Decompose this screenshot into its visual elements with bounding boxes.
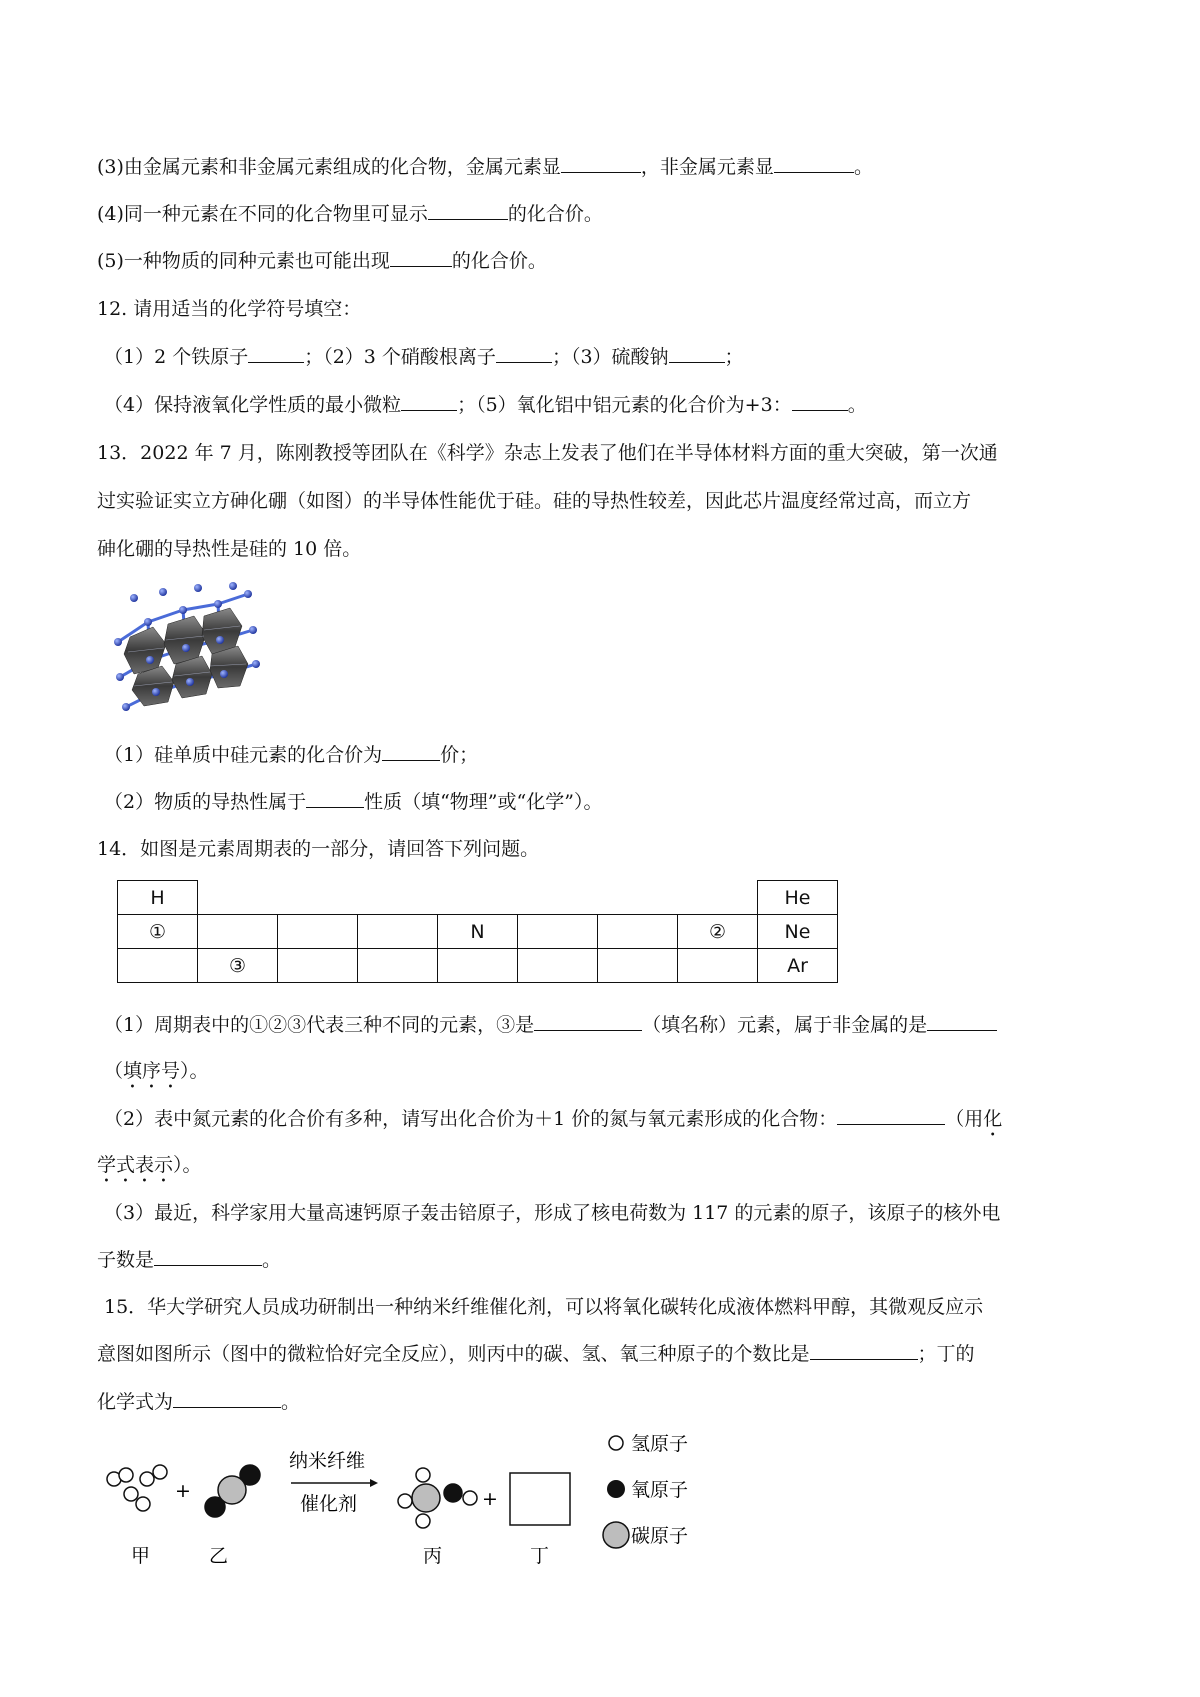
answer-blank[interactable] xyxy=(561,154,641,173)
answer-blank[interactable] xyxy=(496,344,552,363)
q11-line-5: (5)一种物质的同种元素也可能出现 的化合价。 xyxy=(97,250,547,272)
answer-blank[interactable] xyxy=(792,392,848,411)
q15-para-1: 15．华大学研究人员成功研制出一种纳米纤维催化剂，可以将氧化碳转化成液体燃料甲醇，其微观反应示 xyxy=(104,1296,984,1318)
table-cell xyxy=(518,915,598,949)
table-cell xyxy=(438,881,518,915)
q14-title: 14．如图是元素周期表的一部分，请回答下列问题。 xyxy=(97,838,540,860)
table-row xyxy=(118,881,838,915)
label-yi: 乙 xyxy=(209,1545,229,1567)
label-bing: 丙 xyxy=(423,1545,443,1567)
table-cell: H xyxy=(118,881,198,915)
table-cell xyxy=(598,949,678,983)
q14-sub-1: （1）周期表中的①②③代表三种不同的元素，③是 （填名称）元素，属于非金属的是 xyxy=(104,1012,997,1038)
arrow-head xyxy=(370,1479,378,1487)
product-ding-box xyxy=(510,1473,570,1525)
answer-blank[interactable] xyxy=(774,154,854,173)
q15-para-2: 意图如图所示（图中的微粒恰好完全反应），则丙中的碳、氢、氧三种原子的个数比是 ；丁的 xyxy=(97,1343,975,1365)
q13-sub-1: （1）硅单质中硅元素的化合价为 价； xyxy=(104,744,479,766)
table-cell xyxy=(358,949,438,983)
q14-sub-2-cont: 学式表示）。 xyxy=(97,1154,202,1176)
answer-blank[interactable] xyxy=(669,344,725,363)
table-cell: ① xyxy=(118,915,198,949)
reaction-diagram xyxy=(105,1430,825,1570)
answer-blank[interactable] xyxy=(154,1247,262,1266)
table-row xyxy=(118,915,838,949)
table-cell xyxy=(518,949,598,983)
legend-hydrogen: 氢原子 xyxy=(631,1433,689,1455)
q14-sub-1-cont: （填序号）。 xyxy=(104,1060,209,1082)
answer-blank[interactable] xyxy=(390,248,452,267)
table-row xyxy=(118,949,838,983)
table-cell xyxy=(438,949,518,983)
table-cell: ② xyxy=(678,915,758,949)
answer-blank[interactable] xyxy=(534,1012,642,1031)
answer-blank[interactable] xyxy=(927,1012,997,1031)
label-ding: 丁 xyxy=(530,1545,550,1567)
table-cell xyxy=(118,949,198,983)
q13-para-1: 13．2022 年 7 月，陈刚教授等团队在《科学》杂志上发表了他们在半导体材料方面的重大突破，第一次通 xyxy=(97,442,998,464)
label-jia: 甲 xyxy=(131,1545,151,1567)
legend-carbon: 碳原子 xyxy=(631,1525,689,1547)
table-cell xyxy=(358,881,438,915)
table-cell xyxy=(678,949,758,983)
table-cell: Ar xyxy=(758,949,838,983)
q14-sub-3-cont: 子数是 。 xyxy=(97,1249,282,1271)
q11-line-4: (4)同一种元素在不同的化合物里可显示 的化合价。 xyxy=(97,203,603,225)
answer-blank[interactable] xyxy=(428,201,508,220)
table-cell: He xyxy=(758,881,838,915)
answer-blank[interactable] xyxy=(248,344,304,363)
table-cell xyxy=(518,881,598,915)
carbon-atom-legend-icon xyxy=(603,1522,629,1548)
answer-blank[interactable] xyxy=(173,1389,281,1408)
arrow-label-bottom: 催化剂 xyxy=(300,1493,358,1515)
table-cell xyxy=(358,915,438,949)
table-cell xyxy=(678,881,758,915)
table-cell xyxy=(598,915,678,949)
arrow-label-top: 纳米纤维 xyxy=(289,1450,366,1472)
answer-blank[interactable] xyxy=(401,392,457,411)
table-cell xyxy=(278,881,358,915)
table-cell xyxy=(278,915,358,949)
reactant-jia-molecules xyxy=(107,1465,167,1511)
hydrogen-atom-legend-icon xyxy=(609,1436,623,1450)
table-cell: N xyxy=(438,915,518,949)
table-cell: ③ xyxy=(198,949,278,983)
q11-line-3: (3)由金属元素和非金属元素组成的化合物，金属元素显 ，非金属元素显 。 xyxy=(97,156,873,178)
q12-title: 12. 请用适当的化学符号填空： xyxy=(97,298,362,320)
q14-sub-3: （3）最近，科学家用大量高速钙原子轰击锫原子，形成了核电荷数为 117 的元素的原子，该原子的核外电 xyxy=(104,1202,1001,1224)
q15-para-3: 化学式为 。 xyxy=(97,1391,301,1413)
table-cell: Ne xyxy=(758,915,838,949)
table-cell xyxy=(198,881,278,915)
answer-blank[interactable] xyxy=(837,1106,945,1125)
answer-blank[interactable] xyxy=(382,742,440,761)
answer-blank[interactable] xyxy=(306,789,364,808)
table-cell xyxy=(598,881,678,915)
table-cell xyxy=(198,915,278,949)
q13-para-2: 过实验证实立方砷化硼（如图）的半导体性能优于硅。硅的导热性较差，因此芯片温度经常过高，而立方 xyxy=(97,490,972,512)
table-cell xyxy=(278,949,358,983)
q12-line-1: （1）2 个铁原子 ；（2）3 个硝酸根离子 ；（3）硫酸钠 ； xyxy=(104,346,744,368)
q14-sub-2: （2）表中氮元素的化合价有多种，请写出化合价为＋1 价的氮与氧元素形成的化合物： （用化 xyxy=(104,1108,1003,1130)
periodic-table-excerpt xyxy=(117,880,838,983)
reactant-yi-molecule xyxy=(205,1465,260,1517)
oxygen-atom-legend-icon xyxy=(607,1480,625,1498)
boron-arsenide-crystal-image xyxy=(108,582,264,716)
q13-sub-2: （2）物质的导热性属于 性质（填“物理”或“化学”）。 xyxy=(104,791,603,813)
answer-blank[interactable] xyxy=(810,1341,918,1360)
q13-para-3: 砷化硼的导热性是硅的 10 倍。 xyxy=(97,538,362,560)
q12-line-2: （4）保持液氧化学性质的最小微粒 ；（5）氧化铝中铝元素的化合价为+3： 。 xyxy=(104,394,867,416)
product-bing-molecule xyxy=(398,1468,477,1528)
legend-oxygen: 氧原子 xyxy=(631,1479,689,1501)
plus-sign-2: + xyxy=(482,1488,498,1510)
plus-sign-1: + xyxy=(175,1480,191,1502)
